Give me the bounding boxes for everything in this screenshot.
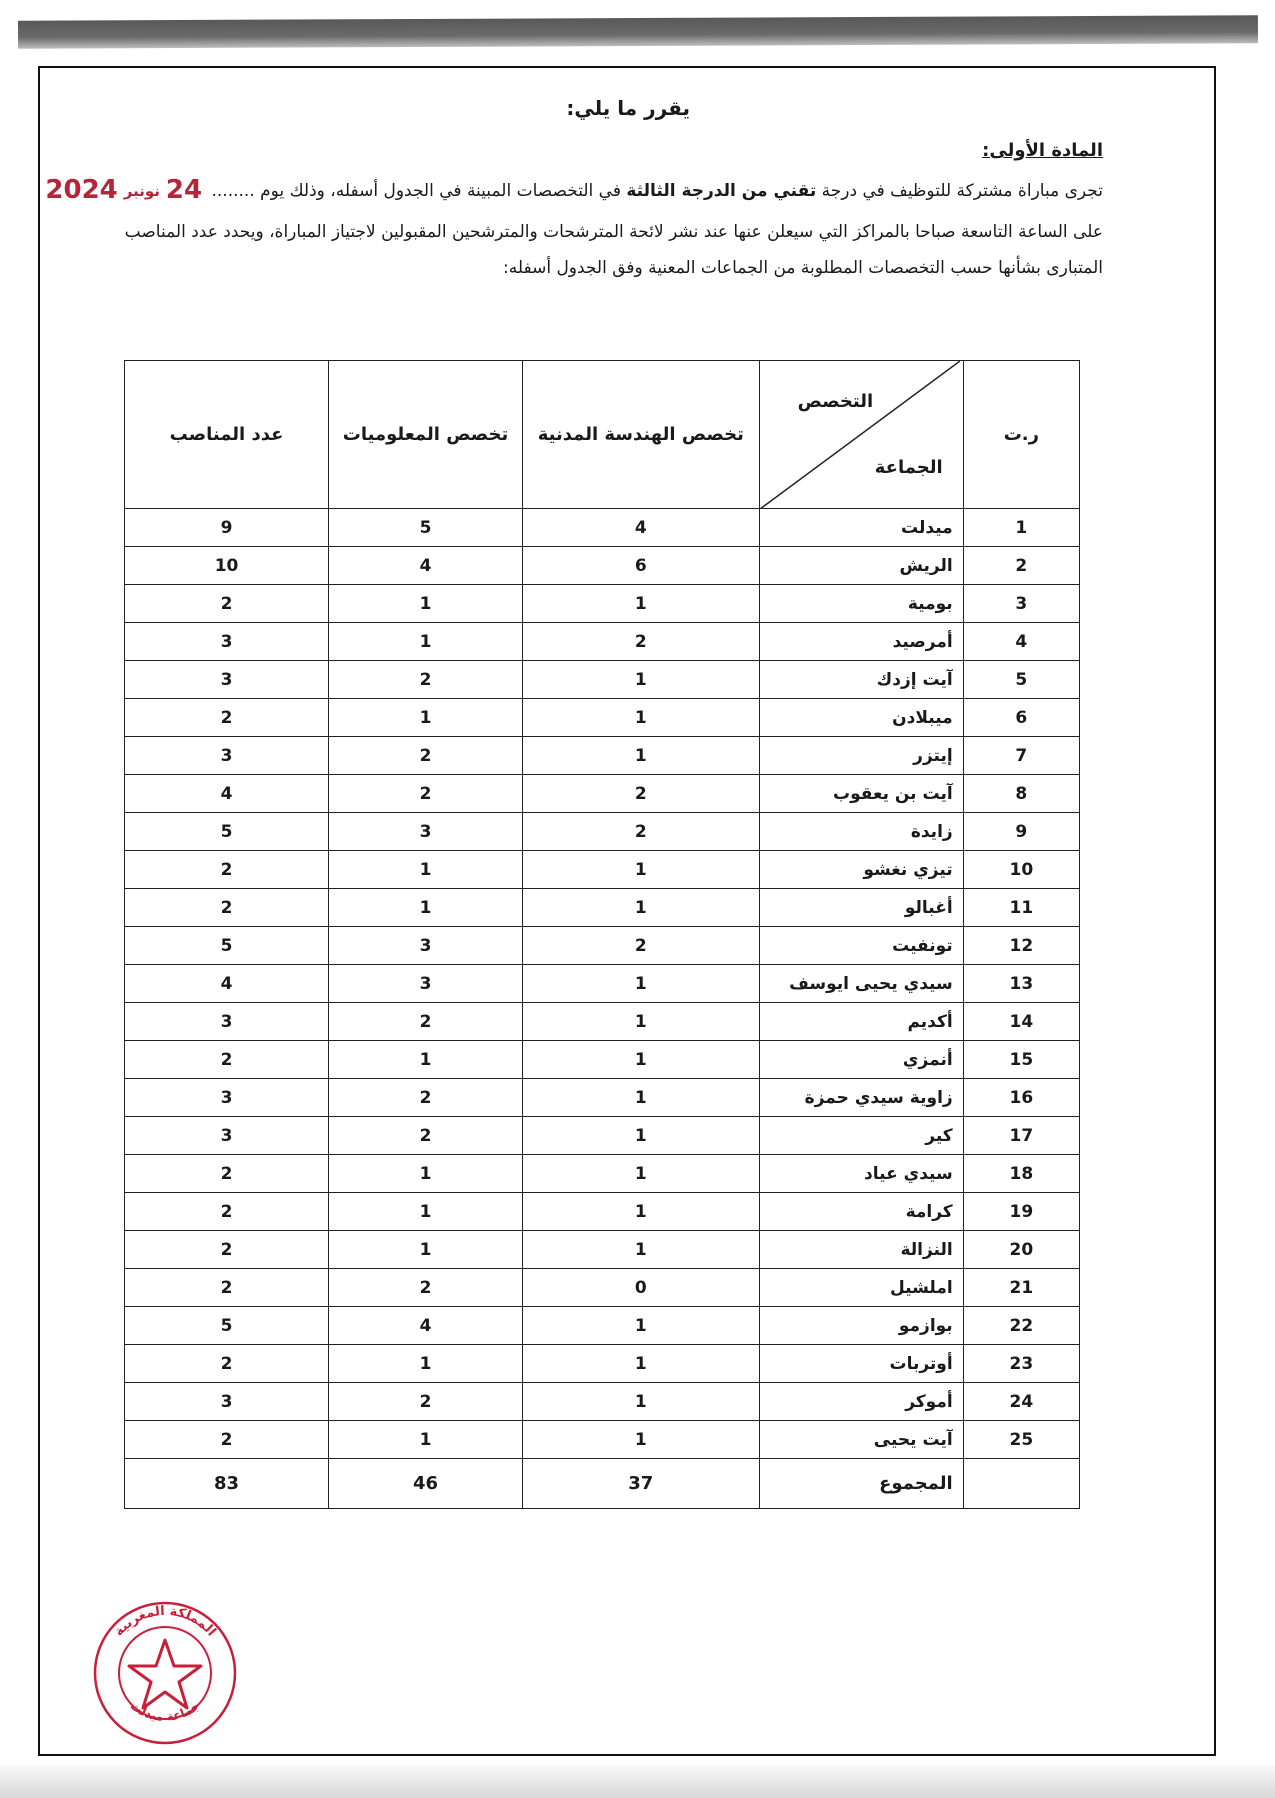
row-number: 17 [963, 1117, 1079, 1155]
paragraph-line-2: على الساعة التاسعة صباحا بالمراكز التي سيعلن عنها عند نشر لائحة المترشحات والمترشحين المقبولين لاجتياز المباراة، ويحدد عدد المناصب [124, 222, 1103, 242]
row-total: 9 [125, 509, 329, 547]
scan-edge-top [18, 15, 1258, 48]
row-informatics: 1 [329, 1421, 523, 1459]
table-row [125, 1345, 1080, 1383]
row-total: 4 [125, 965, 329, 1003]
row-commune: ميدلت [759, 509, 963, 547]
row-civil: 1 [522, 851, 759, 889]
row-number: 14 [963, 1003, 1079, 1041]
table-row [125, 585, 1080, 623]
table-header-row [125, 361, 1080, 509]
row-total: 3 [125, 1079, 329, 1117]
row-commune: آيت بن يعقوب [759, 775, 963, 813]
table-row [125, 813, 1080, 851]
table-row [125, 661, 1080, 699]
row-number: 16 [963, 1079, 1079, 1117]
row-number: 11 [963, 889, 1079, 927]
row-informatics: 3 [329, 927, 523, 965]
row-number: 15 [963, 1041, 1079, 1079]
table-row [125, 1041, 1080, 1079]
row-civil: 1 [522, 661, 759, 699]
row-number: 12 [963, 927, 1079, 965]
table-row [125, 1307, 1080, 1345]
row-total: 4 [125, 775, 329, 813]
row-total: 3 [125, 1117, 329, 1155]
row-number: 19 [963, 1193, 1079, 1231]
row-commune: إيتزر [759, 737, 963, 775]
row-total: 2 [125, 1269, 329, 1307]
row-commune: بومية [759, 585, 963, 623]
table-row [125, 851, 1080, 889]
row-civil: 2 [522, 775, 759, 813]
row-informatics: 2 [329, 775, 523, 813]
row-commune: أنمزي [759, 1041, 963, 1079]
row-number: 25 [963, 1421, 1079, 1459]
row-number: 22 [963, 1307, 1079, 1345]
row-number: 5 [963, 661, 1079, 699]
row-informatics: 1 [329, 1155, 523, 1193]
row-civil: 0 [522, 1269, 759, 1307]
row-number: 3 [963, 585, 1079, 623]
row-informatics: 1 [329, 1231, 523, 1269]
row-number: 8 [963, 775, 1079, 813]
row-commune: كير [759, 1117, 963, 1155]
row-total: 2 [125, 1041, 329, 1079]
row-commune: أمرصيد [759, 623, 963, 661]
posts-table [124, 360, 1080, 1509]
table-row [125, 737, 1080, 775]
row-informatics: 2 [329, 1383, 523, 1421]
row-number: 18 [963, 1155, 1079, 1193]
row-informatics: 5 [329, 509, 523, 547]
table-row [125, 1003, 1080, 1041]
row-informatics: 4 [329, 547, 523, 585]
row-informatics: 1 [329, 699, 523, 737]
row-informatics: 2 [329, 1269, 523, 1307]
row-informatics: 1 [329, 1041, 523, 1079]
header-civil: تخصص الهندسة المدنية [522, 361, 759, 509]
row-commune: بوازمو [759, 1307, 963, 1345]
row-commune: سيدي عياد [759, 1155, 963, 1193]
table-row [125, 889, 1080, 927]
row-informatics: 2 [329, 737, 523, 775]
row-informatics: 1 [329, 1345, 523, 1383]
row-civil: 1 [522, 1117, 759, 1155]
row-civil: 1 [522, 1003, 759, 1041]
row-informatics: 1 [329, 623, 523, 661]
row-civil: 1 [522, 1383, 759, 1421]
row-commune: أوتربات [759, 1345, 963, 1383]
row-commune: الريش [759, 547, 963, 585]
row-total: 2 [125, 851, 329, 889]
row-commune: أغبالو [759, 889, 963, 927]
row-number: 23 [963, 1345, 1079, 1383]
decides-heading: يقرر ما يلي: [566, 96, 690, 120]
row-commune: أموكر [759, 1383, 963, 1421]
row-civil: 4 [522, 509, 759, 547]
table-row [125, 775, 1080, 813]
row-number: 20 [963, 1231, 1079, 1269]
row-total: 5 [125, 813, 329, 851]
header-informatics: تخصص المعلوميات [329, 361, 523, 509]
row-civil: 1 [522, 1079, 759, 1117]
para1-text-a: تجرى مباراة مشتركة للتوظيف في درجة [821, 181, 1103, 201]
row-commune: آيت إزدك [759, 661, 963, 699]
table-row [125, 1155, 1080, 1193]
row-civil: 1 [522, 699, 759, 737]
row-number: 1 [963, 509, 1079, 547]
row-number: 13 [963, 965, 1079, 1003]
table-row [125, 623, 1080, 661]
row-commune: تونفيت [759, 927, 963, 965]
table-row [125, 1269, 1080, 1307]
row-total: 2 [125, 1231, 329, 1269]
row-informatics: 1 [329, 585, 523, 623]
row-informatics: 1 [329, 889, 523, 927]
row-number: 21 [963, 1269, 1079, 1307]
total-empty [963, 1459, 1079, 1509]
row-civil: 1 [522, 965, 759, 1003]
row-civil: 6 [522, 547, 759, 585]
row-total: 5 [125, 1307, 329, 1345]
row-commune: آيت يحيى [759, 1421, 963, 1459]
row-total: 3 [125, 1003, 329, 1041]
row-commune: املشيل [759, 1269, 963, 1307]
row-total: 2 [125, 1193, 329, 1231]
header-posts: عدد المناصب [125, 361, 329, 509]
row-informatics: 2 [329, 1003, 523, 1041]
row-commune: ميبلادن [759, 699, 963, 737]
row-civil: 2 [522, 927, 759, 965]
row-informatics: 2 [329, 661, 523, 699]
table-row [125, 965, 1080, 1003]
svg-text:المملكة المغربية: المملكة المغربية [111, 1603, 219, 1640]
header-num: ر.ت [963, 361, 1079, 509]
row-total: 3 [125, 737, 329, 775]
row-informatics: 2 [329, 1079, 523, 1117]
total-civil: 37 [522, 1459, 759, 1509]
row-total: 2 [125, 889, 329, 927]
row-total: 2 [125, 1345, 329, 1383]
row-civil: 1 [522, 1041, 759, 1079]
row-civil: 1 [522, 585, 759, 623]
row-civil: 1 [522, 889, 759, 927]
diagonal-line [760, 361, 960, 509]
svg-text:جماعة ميدلت: جماعة ميدلت [127, 1698, 203, 1724]
row-civil: 1 [522, 1307, 759, 1345]
row-number: 24 [963, 1383, 1079, 1421]
row-commune: زايدة [759, 813, 963, 851]
row-civil: 1 [522, 1193, 759, 1231]
date-year: 2024 [45, 175, 118, 205]
total-label: المجموع [759, 1459, 963, 1509]
row-informatics: 1 [329, 1193, 523, 1231]
row-civil: 1 [522, 1421, 759, 1459]
para1-text-b: في التخصصات المبينة في الجدول أسفله، وذلك يوم [260, 181, 621, 201]
row-commune: سيدي يحيى ايوسف [759, 965, 963, 1003]
para1-grade: تقني من الدرجة الثالثة [626, 181, 817, 201]
table-row [125, 547, 1080, 585]
total-row [125, 1459, 1080, 1509]
paragraph-line-3: المتبارى بشأنها حسب التخصصات المطلوبة من الجماعات المعنية وفق الجدول أسفله: [503, 258, 1103, 278]
row-informatics: 3 [329, 813, 523, 851]
row-civil: 2 [522, 623, 759, 661]
header-commune: الجماعة [874, 457, 943, 478]
table-row [125, 699, 1080, 737]
row-informatics: 2 [329, 1117, 523, 1155]
row-total: 10 [125, 547, 329, 585]
row-number: 2 [963, 547, 1079, 585]
row-total: 3 [125, 1383, 329, 1421]
row-commune: زاوية سيدي حمزة [759, 1079, 963, 1117]
date-stamp [45, 175, 203, 205]
row-total: 2 [125, 585, 329, 623]
row-commune: النزالة [759, 1231, 963, 1269]
row-civil: 1 [522, 1231, 759, 1269]
row-commune: كرامة [759, 1193, 963, 1231]
row-total: 5 [125, 927, 329, 965]
row-civil: 1 [522, 1345, 759, 1383]
table-row [125, 927, 1080, 965]
table-row [125, 1079, 1080, 1117]
row-total: 2 [125, 699, 329, 737]
table-row [125, 1421, 1080, 1459]
paragraph-line-1 [45, 175, 1103, 205]
row-number: 6 [963, 699, 1079, 737]
row-civil: 1 [522, 1155, 759, 1193]
row-number: 7 [963, 737, 1079, 775]
table-row [125, 1117, 1080, 1155]
scan-edge-bottom [0, 1762, 1275, 1798]
para1-dots: ........ [211, 181, 255, 201]
table-row [125, 509, 1080, 547]
article-one-title: المادة الأولى: [982, 140, 1103, 161]
row-total: 2 [125, 1421, 329, 1459]
row-commune: أكديم [759, 1003, 963, 1041]
official-seal [90, 1598, 240, 1748]
table-body [125, 509, 1080, 1509]
table-row [125, 1383, 1080, 1421]
date-day: 24 [165, 175, 203, 205]
row-informatics: 4 [329, 1307, 523, 1345]
table-row [125, 1193, 1080, 1231]
row-total: 3 [125, 623, 329, 661]
row-civil: 2 [522, 813, 759, 851]
row-informatics: 3 [329, 965, 523, 1003]
table-row [125, 1231, 1080, 1269]
row-commune: تيزي نغشو [759, 851, 963, 889]
total-informatics: 46 [329, 1459, 523, 1509]
row-number: 10 [963, 851, 1079, 889]
total-posts: 83 [125, 1459, 329, 1509]
row-number: 9 [963, 813, 1079, 851]
date-month: نونبر [123, 182, 160, 200]
row-informatics: 1 [329, 851, 523, 889]
header-specialty: التخصص [797, 391, 874, 412]
header-specialty-commune [759, 361, 963, 509]
row-civil: 1 [522, 737, 759, 775]
row-total: 3 [125, 661, 329, 699]
row-total: 2 [125, 1155, 329, 1193]
row-number: 4 [963, 623, 1079, 661]
